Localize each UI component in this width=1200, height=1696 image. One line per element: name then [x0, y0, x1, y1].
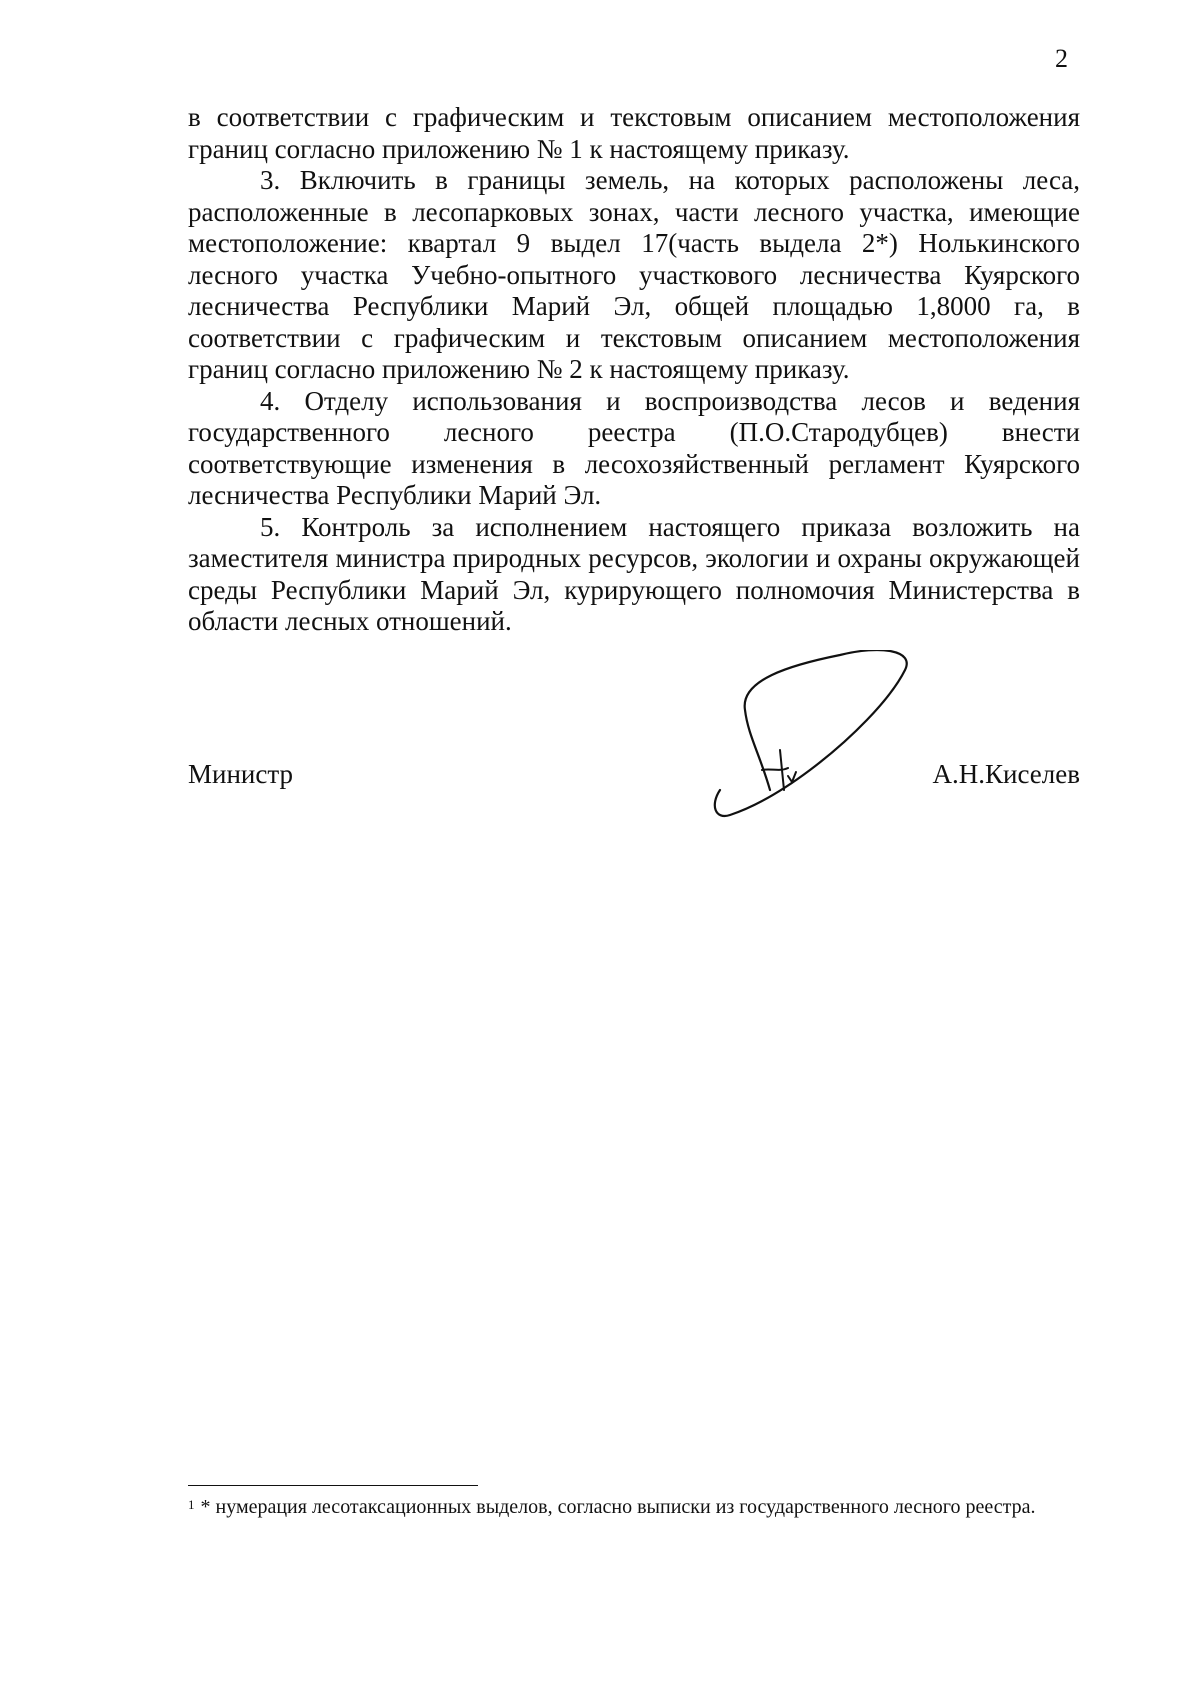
paragraph-item-3: 3. Включить в границы земель, на которых расположены леса, расположенные в лесопарковых зонах, части лесного участка, имеющие местоположение: квартал 9 выдел 17(часть выдела 2*) Нолькинского лесного участка Учебно-опытного участкового лесничества Куярского лесничества Республики Марий Эл, общей площадью 1,8000 га, в соответствии с графическим и текстовым описанием местоположения границ согласно приложению № 2 к настоящему приказу.	[188, 165, 1080, 384]
paragraph-continuation: в соответствии с графическим и текстовым описанием местоположения границ согласно приложению № 1 к настоящему приказу.	[188, 102, 1080, 164]
footnote-separator	[188, 1485, 478, 1486]
footnote-text: * нумерация лесотаксационных выделов, согласно выписки из государственного лесного реестра.	[200, 1496, 1036, 1518]
page-number: 2	[1055, 44, 1068, 73]
signatory-name: А.Н.Киселев	[932, 759, 1080, 789]
paragraph-item-5: 5. Контроль за исполнением настоящего приказа возложить на заместителя министра природных ресурсов, экологии и охраны окружающей среды Республики Марий Эл, курирующего полномочия Министерства в области лесных отношений.	[188, 511, 1080, 636]
footnote-marker: 1	[188, 1497, 195, 1512]
document-body	[188, 102, 1080, 638]
signatory-position: Министр	[188, 759, 293, 789]
handwritten-signature	[700, 650, 920, 830]
paragraph-item-4: 4. Отделу использования и воспроизводства лесов и ведения государственного лесного реестра (П.О.Стародубцев) внести соответствующие изменения в лесохозяйственный регламент Куярского лесничества Республики Марий Эл.	[188, 385, 1080, 510]
footnote	[188, 1492, 1080, 1522]
